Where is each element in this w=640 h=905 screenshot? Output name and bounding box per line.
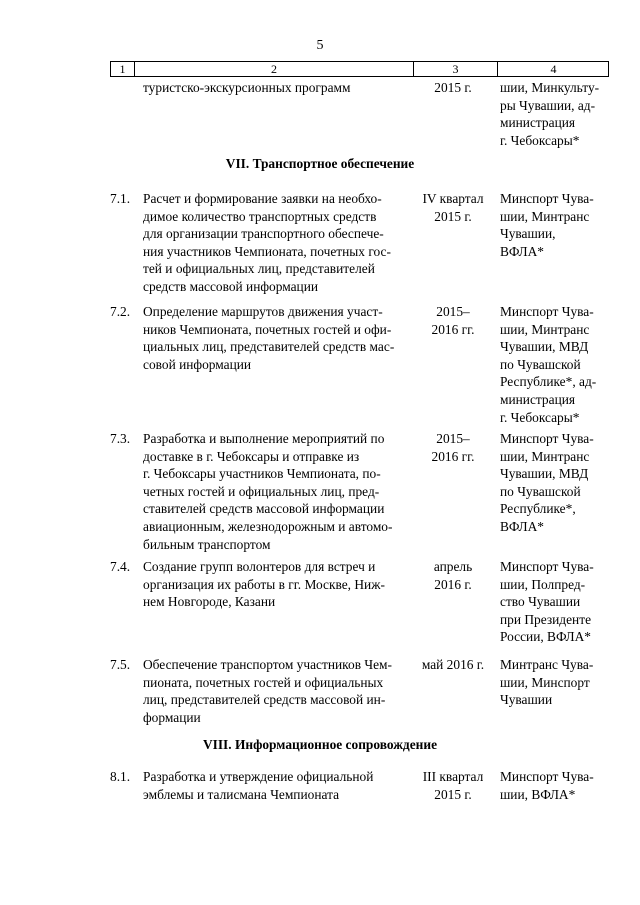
row-description: Создание групп волонтеров для встреч и организация их работы в гг. Москве, Ниж- нем Новгороде, Казани <box>143 559 385 610</box>
row-number: 7.3. <box>110 431 131 446</box>
header-col-4: 4 <box>550 62 557 76</box>
section-heading: VII. Транспортное обеспечение <box>225 156 415 171</box>
row-responsible: Минспорт Чува- шии, Полпред- ство Чувашии при Президенте России, ВФЛА* <box>500 559 594 645</box>
row-date: апрель 2016 г. <box>433 559 473 592</box>
row-number: 8.1. <box>110 769 131 784</box>
section-heading: VIII. Информационное сопровождение <box>202 737 438 752</box>
row-description: Разработка и выполнение мероприятий по доставке в г. Чебоксары и отправке из г. Чебоксары участников Чемпионата, по- четных гостей и официальных лиц, пред- ставителей средств массовой информации авиационным, железнодорожным и автомо- бильным транспортом <box>143 431 393 552</box>
row-number: 7.1. <box>110 191 131 206</box>
row-date: 2015 г. <box>434 80 472 95</box>
row-number: 7.2. <box>110 304 131 319</box>
row-responsible: Минтранс Чува- шии, Минспорт Чувашии <box>500 657 594 708</box>
row-description: Расчет и формирование заявки на необхо- димое количество транспортных средств для организации транспортного обеспече- ния участников Чемпионата, почетных гос- тей и официальных лиц, представителей средств массовой информации <box>143 191 391 294</box>
row-date: 2015– 2016 гг. <box>431 304 475 337</box>
table-header <box>110 61 609 77</box>
row-date: 2015– 2016 гг. <box>431 431 475 464</box>
row-date: май 2016 г. <box>421 657 485 672</box>
row-date: III квартал 2015 г. <box>422 769 484 802</box>
page-number: 5 <box>316 38 324 53</box>
row-responsible: Минспорт Чува- шии, Минтранс Чувашии, МВД по Чувашской Республике*, ВФЛА* <box>500 431 594 534</box>
header-col-3: 3 <box>452 62 459 76</box>
row-number: 7.4. <box>110 559 131 574</box>
row-responsible: шии, Минкульту- ры Чувашии, ад- министрация г. Чебоксары* <box>500 80 600 148</box>
row-responsible: Минспорт Чува- шии, Минтранс Чувашии, МВД по Чувашской Республике*, ад- министрация г. Чебоксары* <box>500 304 597 425</box>
row-description: туристско-экскурсионных программ <box>143 80 351 95</box>
header-col-1: 1 <box>119 62 126 76</box>
row-description: Разработка и утверждение официальной эмблемы и талисмана Чемпионата <box>143 769 374 802</box>
header-col-2: 2 <box>271 62 277 76</box>
row-responsible: Минспорт Чува- шии, ВФЛА* <box>500 769 594 802</box>
row-number: 7.5. <box>110 657 131 672</box>
row-date: IV квартал 2015 г. <box>422 191 484 224</box>
row-description: Обеспечение транспортом участников Чем- пионата, почетных гостей и официальных лиц, представителей средств массовой ин- формации <box>143 657 392 725</box>
row-description: Определение маршрутов движения участ- ников Чемпионата, почетных гостей и офи- циальных лиц, представителей средств мас- совой информации <box>143 304 395 372</box>
row-responsible: Минспорт Чува- шии, Минтранс Чувашии, ВФЛА* <box>500 191 594 259</box>
